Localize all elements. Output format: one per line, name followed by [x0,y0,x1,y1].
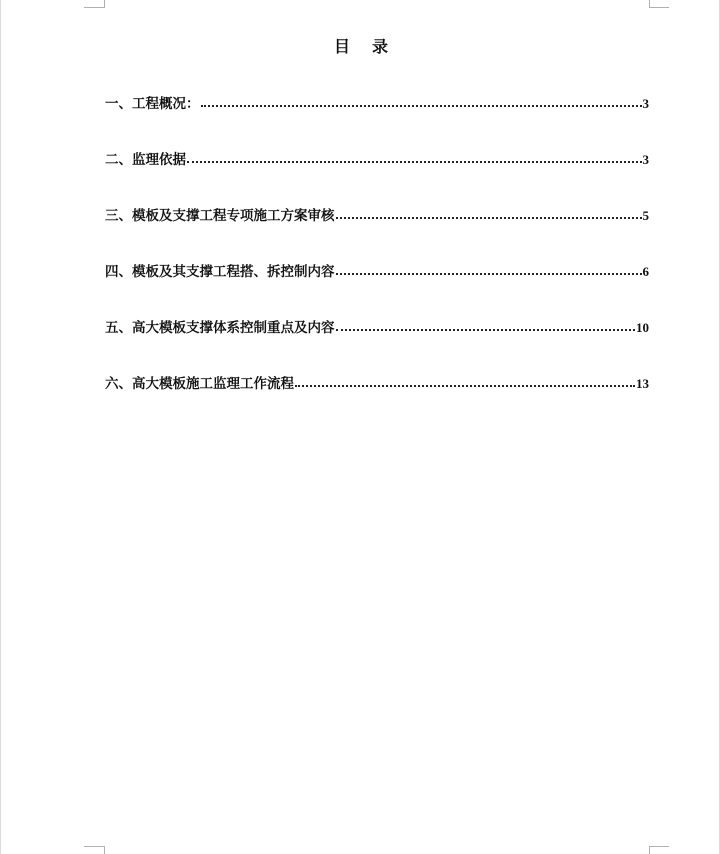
toc-dot-leader [201,105,642,107]
toc-entry-6[interactable] [105,368,649,392]
toc-heading-char: 目 [333,37,350,56]
toc-heading-char: 录 [372,37,389,56]
toc-dot-leader [336,329,636,331]
toc-entry-label: 三、模板及支撑工程专项施工方案审核 [105,208,335,224]
toc-entry-2[interactable] [105,144,649,168]
toc-entry-page: 5 [642,208,649,223]
toc-entry-label: 六、高大模板施工监理工作流程 [105,376,294,392]
toc-entry-label: 二、监理依据 [105,152,186,168]
toc-entry-1[interactable] [105,88,649,112]
toc-entry-4[interactable] [105,256,649,280]
toc-dot-leader [336,217,642,219]
toc-entry-label: 五、高大模板支撑体系控制重点及内容 [105,320,335,336]
toc-entry-page: 3 [642,152,649,167]
toc-entry-label: 四、模板及其支撑工程搭、拆控制内容 [105,264,335,280]
toc-entry-page: 10 [636,320,649,335]
toc-entry-page: 6 [642,264,649,279]
toc-dot-leader [336,273,642,275]
toc-entry-5[interactable] [105,312,649,336]
toc-dot-leader [295,385,635,387]
toc-entry-page: 3 [642,96,649,111]
toc-entry-page: 13 [636,376,649,391]
toc-entry-label: 一、工程概况： [105,96,200,112]
toc-dot-leader [187,161,642,163]
toc-heading [1,34,720,57]
table-of-contents [105,88,649,424]
toc-entry-3[interactable] [105,200,649,224]
